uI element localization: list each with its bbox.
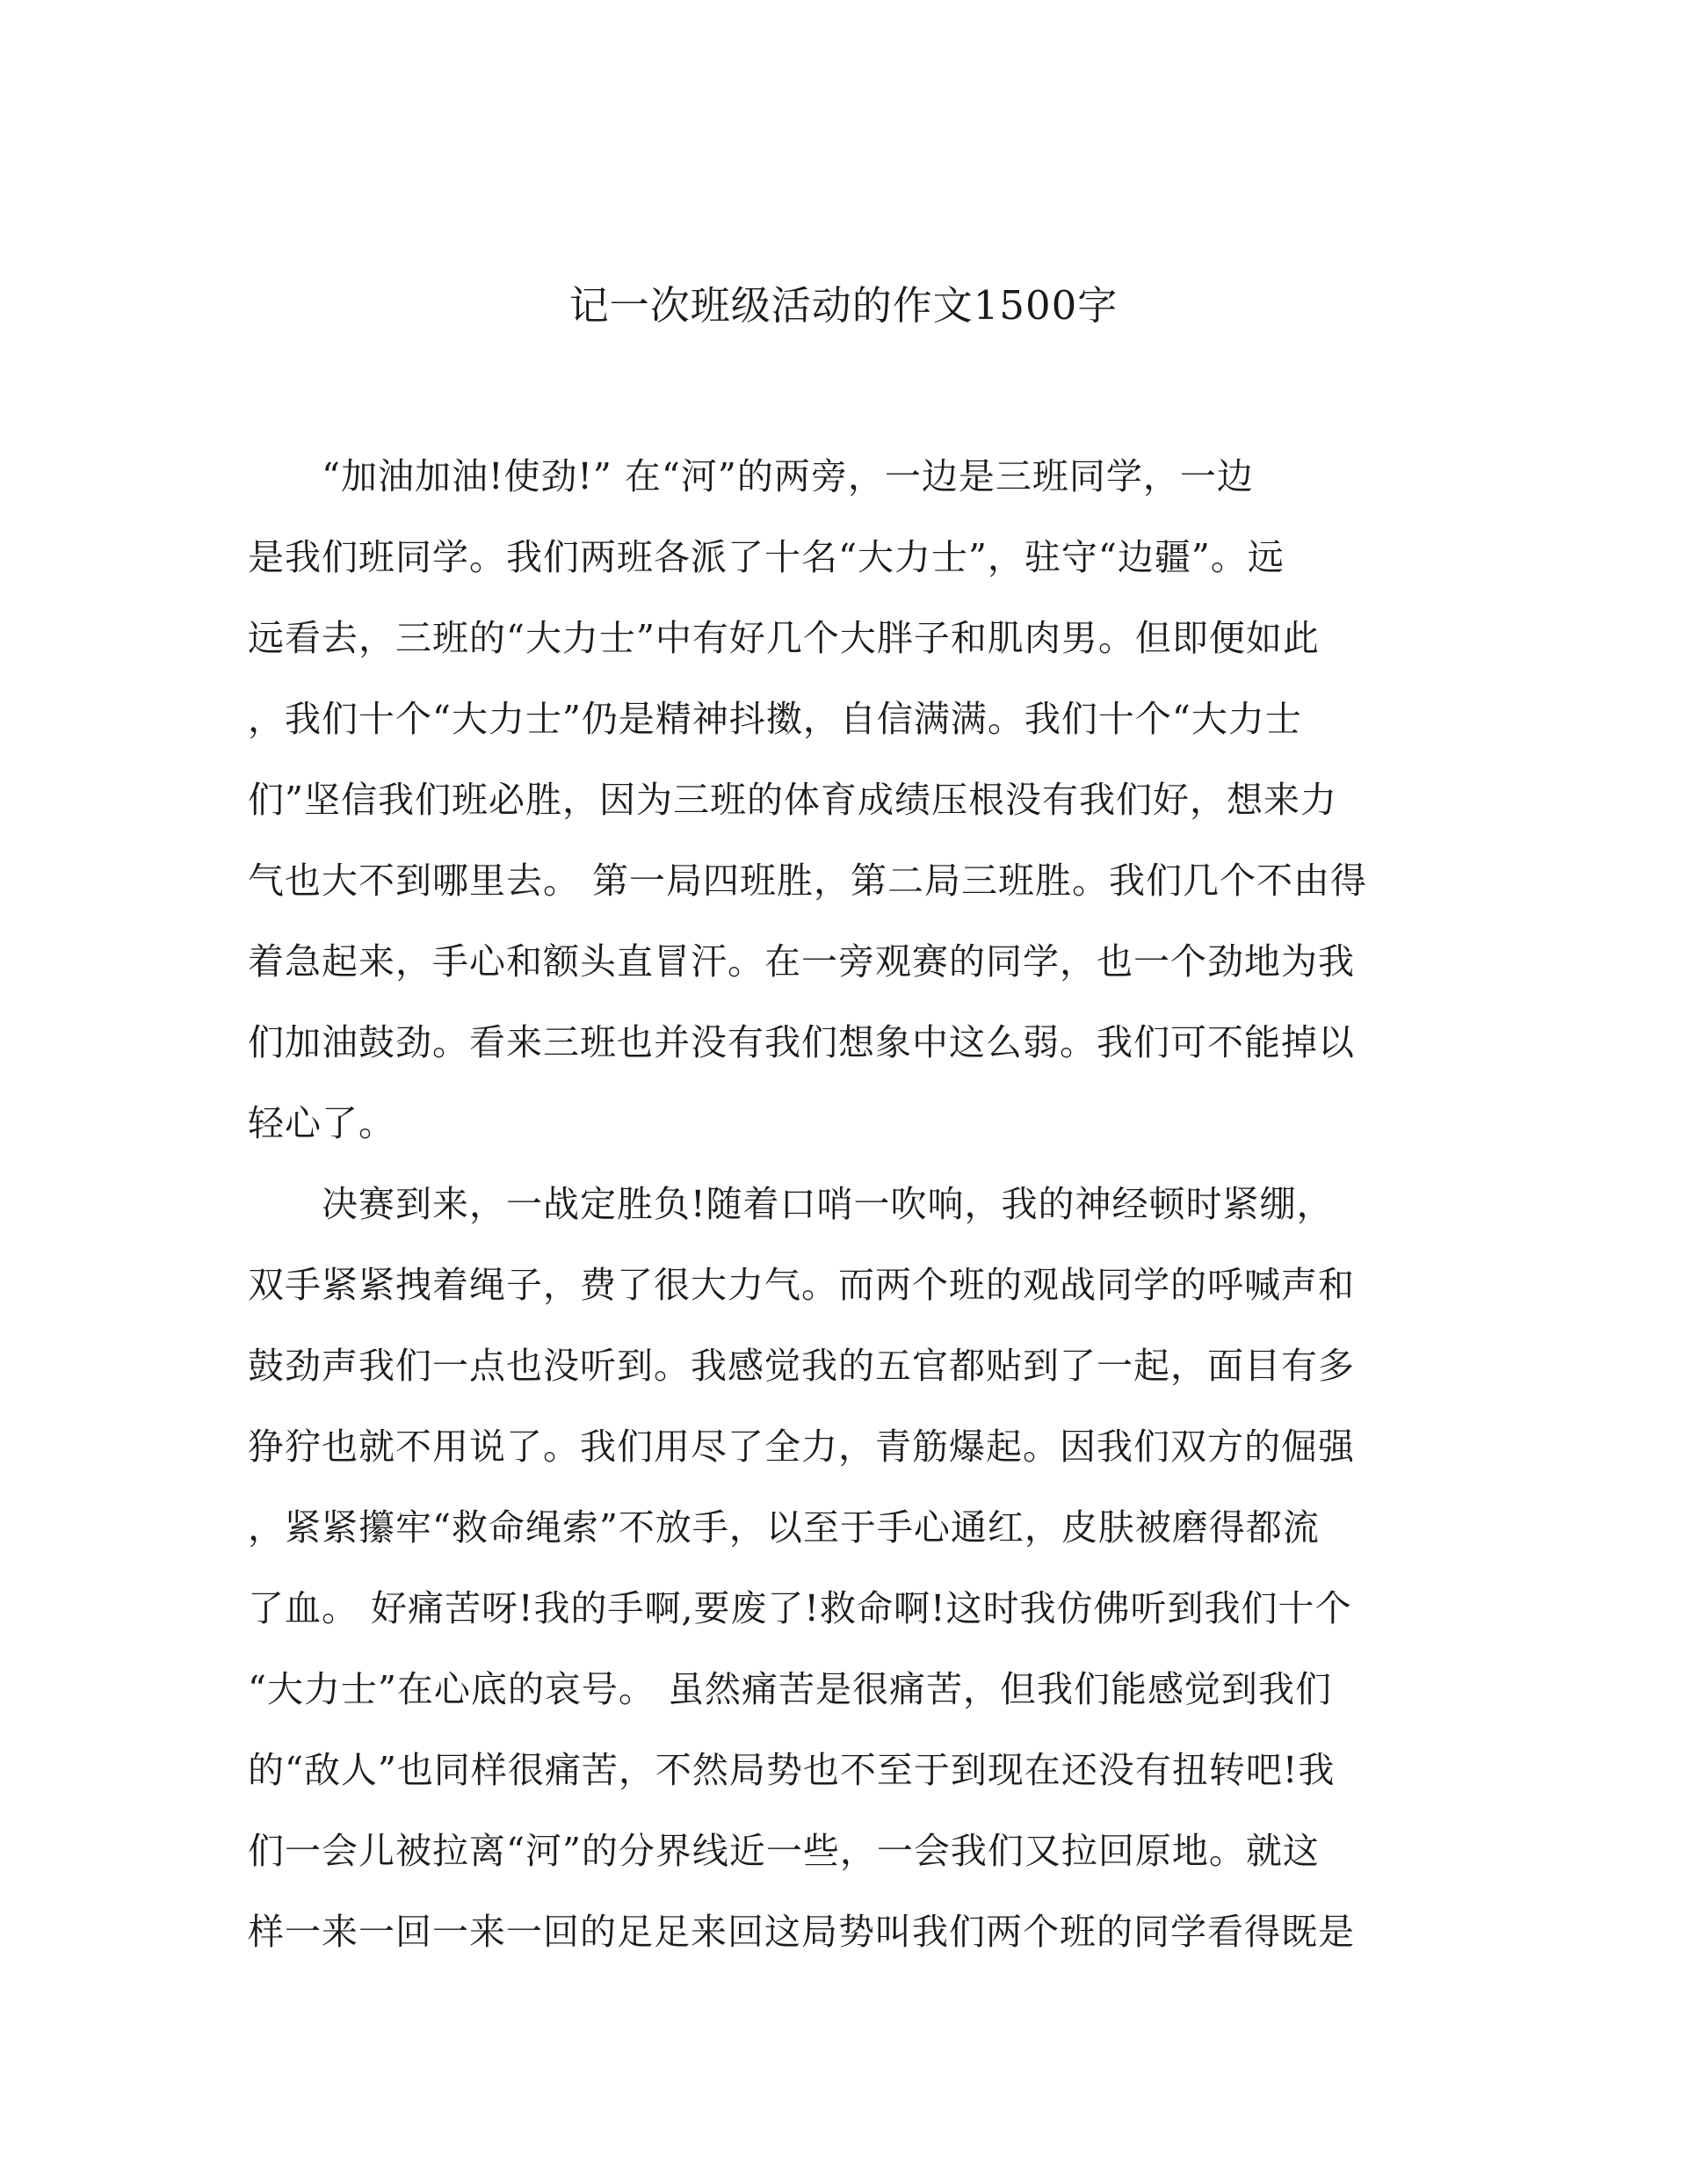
text-line: 决赛到来，一战定胜负!随着口哨一吹响，我的神经顿时紧绷， — [248, 1183, 1334, 1225]
text-line: 了血。 好痛苦呀!我的手啊,要废了!救命啊!这时我仿佛听到我们十个 — [248, 1587, 1352, 1629]
text-line: 双手紧紧拽着绳子，费了很大力气。而两个班的观战同学的呼喊声和 — [248, 1264, 1355, 1306]
text-line: 的“敌人”也同样很痛苦，不然局势也不至于到现在还没有扭转吧!我 — [248, 1749, 1336, 1791]
text-line: 是我们班同学。我们两班各派了十名“大力士”，驻守“边疆”。远 — [248, 536, 1285, 578]
text-line: 气也大不到哪里去。 第一局四班胜，第二局三班胜。我们几个不由得 — [248, 860, 1368, 902]
text-line: ，我们十个“大力士”仍是精神抖擞，自信满满。我们十个“大力士 — [248, 698, 1302, 740]
text-line: 着急起来，手心和额头直冒汗。在一旁观赛的同学，也一个劲地为我 — [248, 940, 1355, 983]
text-line: “加油加油!使劲!” 在“河”的两旁，一边是三班同学，一边 — [248, 455, 1254, 497]
text-line: ，紧紧攥牢“救命绳索”不放手，以至于手心通红，皮肤被磨得都流 — [248, 1506, 1320, 1549]
text-line: 远看去，三班的“大力士”中有好几个大胖子和肌肉男。但即便如此 — [248, 617, 1320, 659]
text-line: “大力士”在心底的哀号。 虽然痛苦是很痛苦，但我们能感觉到我们 — [248, 1668, 1332, 1710]
text-line: 鼓劲声我们一点也没听到。我感觉我的五官都贴到了一起，面目有多 — [248, 1345, 1355, 1387]
text-line: 狰狞也就不用说了。我们用尽了全力，青筋爆起。因我们双方的倔强 — [248, 1426, 1355, 1468]
text-line: 们”坚信我们班必胜，因为三班的体育成绩压根没有我们好，想来力 — [248, 779, 1337, 821]
text-line: 轻心了。 — [248, 1102, 395, 1144]
document-title: 记一次班级活动的作文1500字 — [568, 282, 1119, 329]
essay-body — [248, 436, 1416, 1972]
text-line: 样一来一回一来一回的足足来回这局势叫我们两个班的同学看得既是 — [248, 1911, 1355, 1953]
text-line: 们一会儿被拉离“河”的分界线近一些，一会我们又拉回原地。就这 — [248, 1830, 1320, 1872]
text-line: 们加油鼓劲。看来三班也并没有我们想象中这么弱。我们可不能掉以 — [248, 1021, 1355, 1063]
